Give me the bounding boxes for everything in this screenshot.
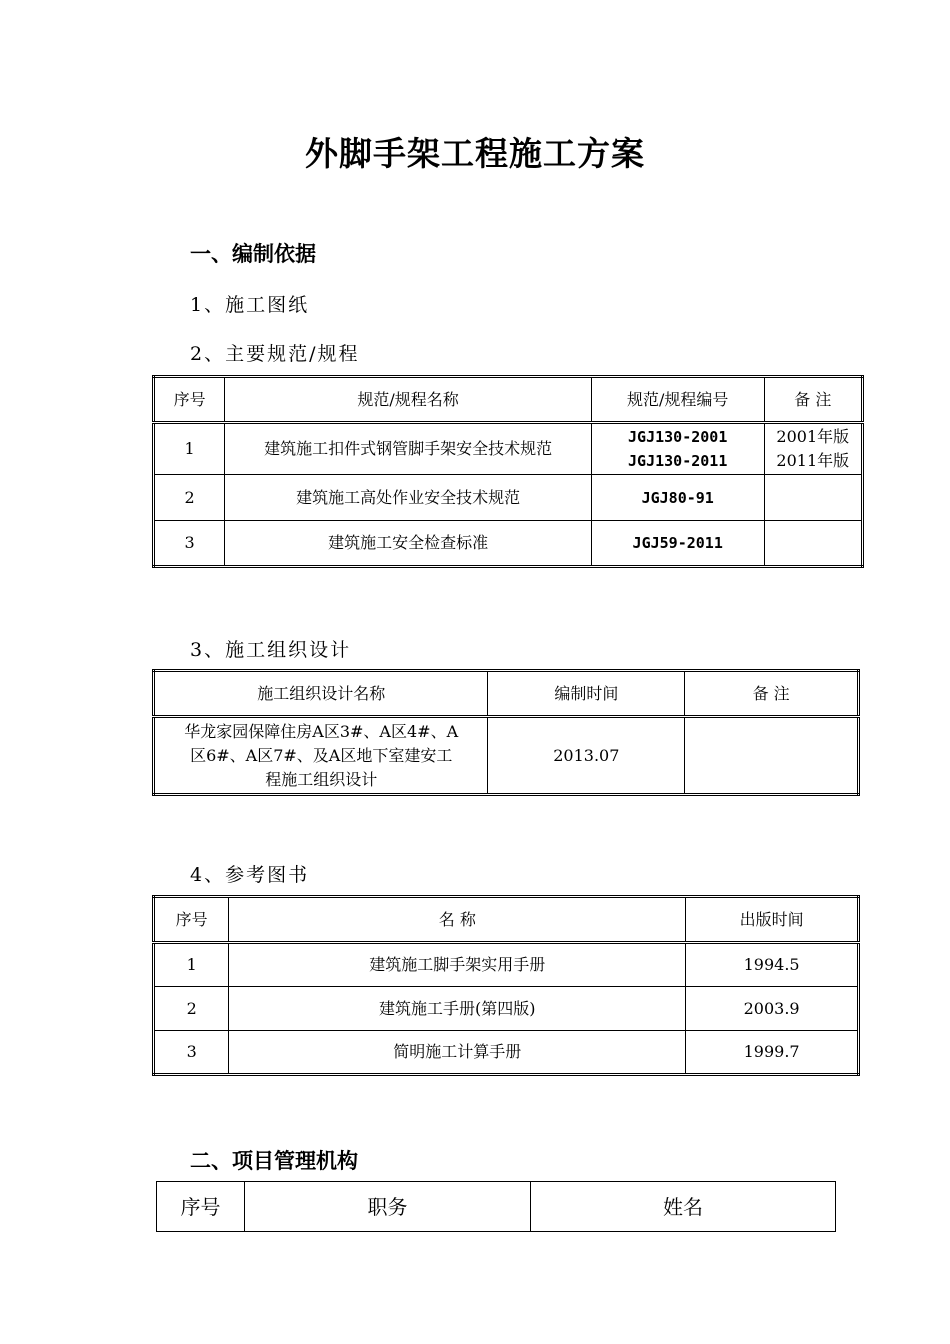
books-table [152, 895, 860, 1076]
row-number: 3 [154, 1031, 229, 1075]
col-header: 备 注 [764, 377, 862, 423]
col-header: 出版时间 [686, 897, 859, 943]
book-name: 建筑施工手册(第四版) [229, 987, 686, 1031]
section-heading-basis: 一、编制依据 [190, 242, 316, 266]
col-header: 序号 [154, 377, 225, 423]
table-row [154, 1031, 859, 1075]
code-number-line: JGJ130-2011 [628, 452, 728, 470]
code-note [764, 475, 862, 521]
book-date: 1999.7 [686, 1031, 859, 1075]
col-header: 序号 [154, 897, 229, 943]
code-note [764, 423, 862, 475]
design-name-line: 华龙家园保障住房A区3#、A区4#、A [184, 721, 459, 741]
design-name-line: 区6#、A区7#、及A区地下室建安工 [190, 745, 453, 765]
table-header-row [157, 1182, 836, 1232]
subsection-drawings: 1、施工图纸 [190, 294, 310, 316]
col-header: 施工组织设计名称 [154, 671, 488, 717]
code-name: 建筑施工安全检查标准 [225, 521, 592, 567]
book-name: 简明施工计算手册 [229, 1031, 686, 1075]
col-header: 姓名 [531, 1182, 836, 1232]
table-row [154, 423, 863, 475]
code-number [591, 423, 764, 475]
section-heading-management: 二、项目管理机构 [190, 1149, 358, 1173]
table-row [154, 987, 859, 1031]
book-date: 1994.5 [686, 943, 859, 987]
table-header-row [154, 897, 859, 943]
subsection-construction-design: 3、施工组织设计 [190, 639, 352, 661]
book-name: 建筑施工脚手架实用手册 [229, 943, 686, 987]
code-note-line: 2001年版 [776, 427, 850, 446]
table-row [154, 717, 859, 795]
code-note [764, 521, 862, 567]
subsection-codes: 2、主要规范/规程 [190, 343, 360, 365]
code-name: 建筑施工扣件式钢管脚手架安全技术规范 [225, 423, 592, 475]
table-row [154, 521, 863, 567]
table-header-row [154, 671, 859, 717]
row-number: 3 [154, 521, 225, 567]
design-note [685, 717, 859, 795]
code-note-line: 2011年版 [776, 451, 850, 470]
row-number: 2 [154, 987, 229, 1031]
design-name [154, 717, 488, 795]
design-date: 2013.07 [488, 717, 685, 795]
code-number-line: JGJ130-2001 [628, 428, 728, 446]
table-row [154, 475, 863, 521]
code-number: JGJ80-91 [591, 475, 764, 521]
code-number: JGJ59-2011 [591, 521, 764, 567]
row-number: 1 [154, 423, 225, 475]
subsection-reference-books: 4、参考图书 [190, 864, 310, 886]
code-name: 建筑施工高处作业安全技术规范 [225, 475, 592, 521]
col-header: 名 称 [229, 897, 686, 943]
table-row [154, 943, 859, 987]
row-number: 2 [154, 475, 225, 521]
design-name-line: 程施工组织设计 [265, 769, 378, 789]
col-header: 序号 [157, 1182, 245, 1232]
design-table [152, 669, 860, 796]
col-header: 编制时间 [488, 671, 685, 717]
row-number: 1 [154, 943, 229, 987]
table-header-row [154, 377, 863, 423]
org-table [156, 1181, 836, 1232]
codes-table [152, 375, 864, 568]
col-header: 职务 [245, 1182, 531, 1232]
col-header: 规范/规程编号 [591, 377, 764, 423]
page-title: 外脚手架工程施工方案 [305, 134, 645, 173]
col-header: 备 注 [685, 671, 859, 717]
col-header: 规范/规程名称 [225, 377, 592, 423]
book-date: 2003.9 [686, 987, 859, 1031]
